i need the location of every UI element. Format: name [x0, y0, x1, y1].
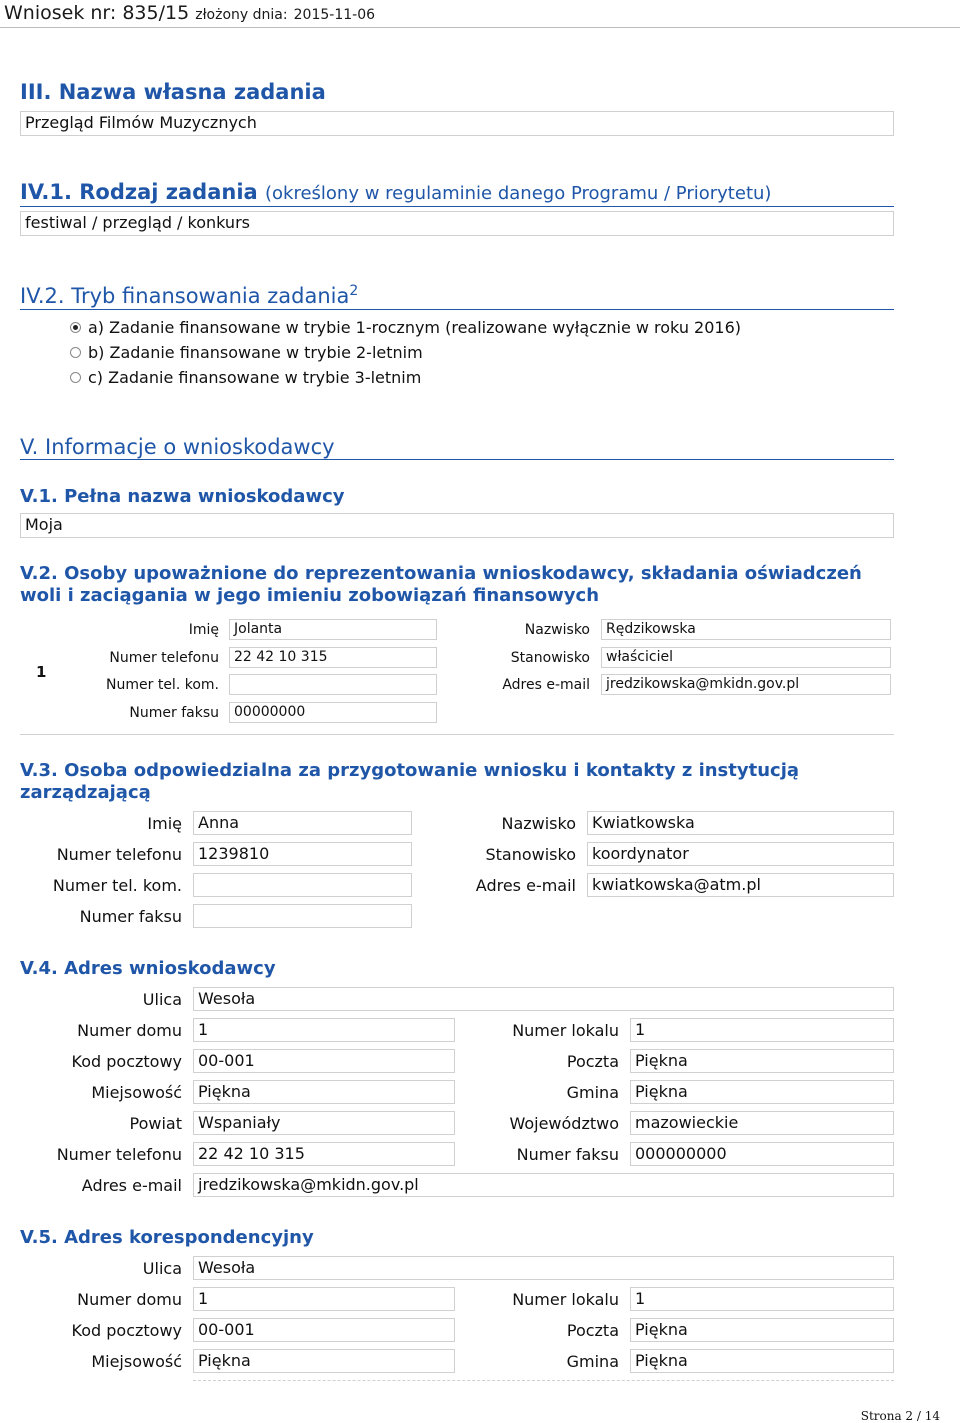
section-v3-title-line1: V.3. Osoba odpowiedzialna za przygotowanie wniosku i kontakty z instytucją — [20, 760, 800, 781]
corr-street-label: Ulica — [142, 1259, 182, 1278]
corr-postcode-label: Kod pocztowy — [71, 1321, 182, 1340]
corr-commune-field[interactable]: Piękna — [630, 1349, 894, 1373]
addr-post-office-label: Poczta — [566, 1052, 619, 1071]
radio-option-c[interactable] — [70, 372, 81, 383]
corr-post-office-label: Poczta — [566, 1321, 619, 1340]
corr-flat-label: Numer lokalu — [512, 1290, 619, 1309]
rep-table-bottom-border — [20, 734, 894, 735]
addr-postcode-field[interactable]: 00-001 — [193, 1049, 455, 1073]
corr-post-office-field[interactable]: Piękna — [630, 1318, 894, 1342]
addr-voivodeship-field[interactable]: mazowieckie — [630, 1111, 894, 1135]
addr-postcode-label: Kod pocztowy — [71, 1052, 182, 1071]
person-index: 1 — [36, 663, 47, 681]
section-v-underline — [20, 459, 894, 460]
section-iv1-underline — [20, 206, 894, 207]
contact-position-label: Stanowisko — [485, 845, 576, 864]
addr-street-label: Ulica — [142, 990, 182, 1009]
contact-phone-field[interactable]: 1239810 — [193, 842, 412, 866]
rep-position-label: Stanowisko — [510, 650, 590, 666]
rep-mobile-field[interactable] — [229, 674, 437, 695]
document-header — [4, 2, 375, 24]
addr-city-label: Miejsowość — [91, 1083, 182, 1102]
addr-commune-label: Gmina — [566, 1083, 619, 1102]
rep-phone-label: Numer telefonu — [109, 650, 219, 666]
section-iv1-subtitle: (określony w regulaminie danego Programu / Priorytetu) — [265, 183, 772, 204]
rep-phone-field[interactable]: 22 42 10 315 — [229, 647, 437, 668]
submitted-label: złożony dnia: — [195, 7, 288, 23]
contact-fax-label: Numer faksu — [79, 907, 182, 926]
addr-phone-label: Numer telefonu — [56, 1145, 182, 1164]
corr-city-field[interactable]: Piękna — [193, 1349, 455, 1373]
contact-phone-label: Numer telefonu — [56, 845, 182, 864]
addr-house-label: Numer domu — [77, 1021, 182, 1040]
rep-email-label: Adres e-mail — [502, 677, 590, 693]
applicant-name-field[interactable]: Moja — [20, 513, 894, 538]
rep-last-name-label: Nazwisko — [524, 622, 590, 638]
header-divider — [0, 27, 960, 28]
addr-county-field[interactable]: Wspaniały — [193, 1111, 455, 1135]
section-v4-title: V.4. Adres wnioskodawcy — [20, 958, 276, 979]
submitted-date: 2015-11-06 — [293, 7, 376, 23]
corr-postcode-field[interactable]: 00-001 — [193, 1318, 455, 1342]
contact-first-name-label: Imię — [147, 814, 182, 833]
rep-last-name-field[interactable]: Rędzikowska — [601, 619, 891, 640]
addr-flat-field[interactable]: 1 — [630, 1018, 894, 1042]
section-iv2-heading: IV.2. Tryb finansowania zadania — [20, 284, 350, 308]
corr-street-field[interactable]: Wesoła — [193, 1256, 894, 1280]
rep-position-field[interactable]: właściciel — [601, 647, 891, 668]
addr-fax-label: Numer faksu — [516, 1145, 619, 1164]
section-iv1-heading: IV.1. Rodzaj zadania — [20, 180, 258, 204]
rep-first-name-label: Imię — [188, 622, 219, 638]
contact-email-label: Adres e-mail — [475, 876, 576, 895]
contact-mobile-label: Numer tel. kom. — [52, 876, 182, 895]
addr-email-field[interactable]: jredzikowska@mkidn.gov.pl — [193, 1173, 894, 1197]
addr-house-field[interactable]: 1 — [193, 1018, 455, 1042]
task-type-field[interactable]: festiwal / przegląd / konkurs — [20, 211, 894, 236]
section-v-title: V. Informacje o wnioskodawcy — [20, 435, 335, 459]
page-cut-line — [193, 1380, 894, 1382]
section-v3-title-line2: zarządzającą — [20, 782, 151, 803]
addr-phone-field[interactable]: 22 42 10 315 — [193, 1142, 455, 1166]
corr-house-label: Numer domu — [77, 1290, 182, 1309]
radio-option-b[interactable] — [70, 347, 81, 358]
section-v5-title: V.5. Adres korespondencyjny — [20, 1227, 314, 1248]
rep-email-field[interactable]: jredzikowska@mkidn.gov.pl — [601, 674, 891, 695]
contact-fax-field[interactable] — [193, 904, 412, 928]
section-v1-title: V.1. Pełna nazwa wnioskodawcy — [20, 486, 345, 507]
application-number: Wniosek nr: 835/15 — [4, 2, 190, 24]
contact-last-name-field[interactable]: Kwiatkowska — [587, 811, 894, 835]
section-iv2-title — [20, 283, 358, 308]
addr-commune-field[interactable]: Piękna — [630, 1080, 894, 1104]
section-v2-title-line1: V.2. Osoby upoważnione do reprezentowania wnioskodawcy, składania oświadczeń — [20, 563, 862, 584]
contact-mobile-field[interactable] — [193, 873, 412, 897]
rep-fax-label: Numer faksu — [129, 705, 219, 721]
contact-first-name-field[interactable]: Anna — [193, 811, 412, 835]
section-v2-title-line2: woli i zaciągania w jego imieniu zobowiązań finansowych — [20, 585, 600, 606]
radio-option-b-label: b) Zadanie finansowane w trybie 2-letnim — [88, 343, 423, 362]
corr-city-label: Miejsowość — [91, 1352, 182, 1371]
rep-first-name-field[interactable]: Jolanta — [229, 619, 437, 640]
addr-voivodeship-label: Województwo — [509, 1114, 619, 1133]
contact-position-field[interactable]: koordynator — [587, 842, 894, 866]
addr-city-field[interactable]: Piękna — [193, 1080, 455, 1104]
footnote-ref: 2 — [349, 283, 359, 299]
addr-county-label: Powiat — [129, 1114, 182, 1133]
contact-email-field[interactable]: kwiatkowska@atm.pl — [587, 873, 894, 897]
section-iv1-title — [20, 180, 771, 204]
page-number: Strona 2 / 14 — [860, 1409, 940, 1423]
addr-email-label: Adres e-mail — [81, 1176, 182, 1195]
section-iii-title: III. Nazwa własna zadania — [20, 80, 326, 104]
rep-fax-field[interactable]: 00000000 — [229, 702, 437, 723]
radio-option-a-label: a) Zadanie finansowane w trybie 1-rocznym (realizowane wyłącznie w roku 2016) — [88, 318, 742, 337]
corr-house-field[interactable]: 1 — [193, 1287, 455, 1311]
radio-option-a[interactable] — [70, 322, 81, 333]
section-iv2-underline — [20, 309, 894, 310]
contact-last-name-label: Nazwisko — [501, 814, 576, 833]
addr-street-field[interactable]: Wesoła — [193, 987, 894, 1011]
addr-post-office-field[interactable]: Piękna — [630, 1049, 894, 1073]
task-name-field[interactable]: Przegląd Filmów Muzycznych — [20, 111, 894, 136]
rep-mobile-label: Numer tel. kom. — [106, 677, 219, 693]
radio-option-c-label: c) Zadanie finansowane w trybie 3-letnim — [88, 368, 422, 387]
addr-flat-label: Numer lokalu — [512, 1021, 619, 1040]
addr-fax-field[interactable]: 000000000 — [630, 1142, 894, 1166]
corr-flat-field[interactable]: 1 — [630, 1287, 894, 1311]
corr-commune-label: Gmina — [566, 1352, 619, 1371]
